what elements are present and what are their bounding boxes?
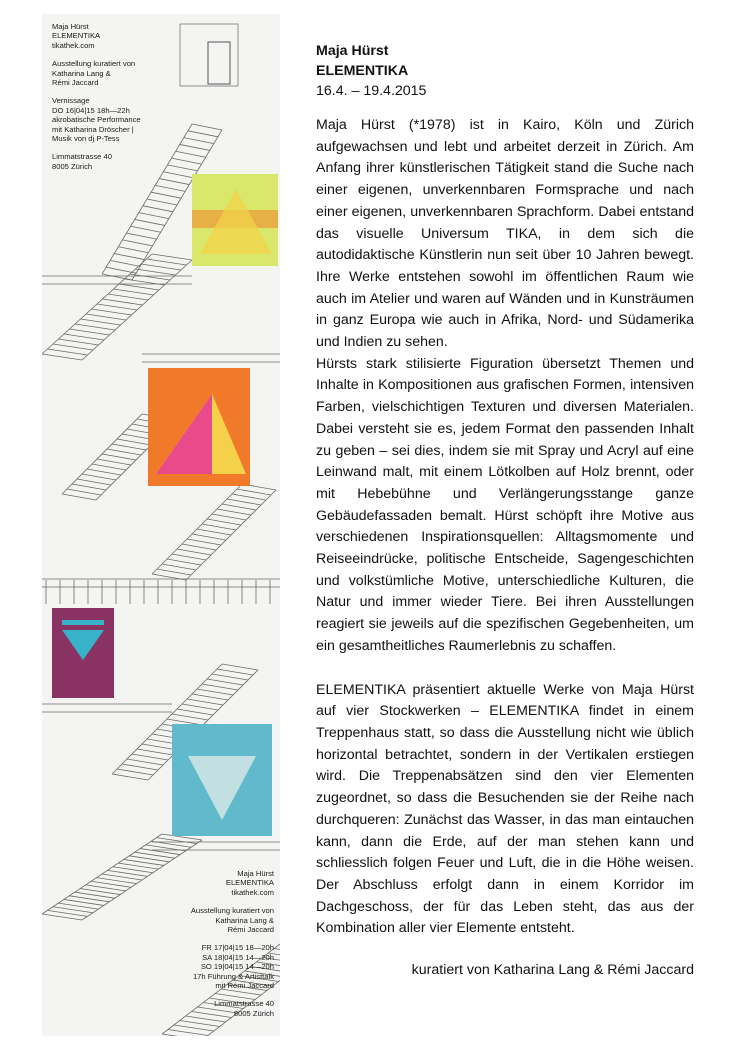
- poster-top-line: Vernissage: [52, 96, 90, 106]
- poster-bottom-line: tikathek.com: [231, 887, 274, 897]
- poster-top-line: Limmatstrasse 40: [52, 152, 112, 162]
- artwork-water: [172, 724, 272, 836]
- artwork-air: [192, 174, 278, 266]
- poster-top-line: Katharina Lang &: [52, 68, 111, 78]
- poster-bottom-line: mit Rémi Jaccard: [215, 981, 274, 991]
- artist-name: Maja Hürst: [316, 43, 389, 59]
- poster-top-line: tikathek.com: [52, 40, 95, 50]
- practice-paragraph: Hürsts stark stilisierte Figuration übersetzt Themen und Inhalte in Kompositionen aus grafischen Formen, intensiven Farben, vielschichtigen Texturen und diversen Materialen. Dabei versteht sie es, jedem Format den passenden Inhalt zu geben – sei dies, indem sie mit Spray und Acryl auf eine Leinwand malt, mit einem Lötkolben auf Holz brennt, oder mit Hebebühne und Verlängerungsstange ganze Gebäudefassaden bemalt. Hürst schöpft ihre Motive aus verschiedenen Inspirationsquellen: Alltagsmomente und Reiseeindrücke, politische Entscheide, Sagengeschichten und volkstümliche Motive, unterschiedliche Kulturen, die Natur und immer wieder Tiere. Bei ihren Ausstellungen reagiert sie jeweils auf die spezifischen Gegebenheiten, um ein gesamtheitliches Raumerlebnis zu schaffen.: [316, 355, 694, 654]
- poster-illustration: [42, 14, 280, 1036]
- poster-bottom-line: 17h Führung & Artisttalk: [192, 971, 274, 981]
- poster-bottom-line: SO 19|04|15 14—20h: [200, 962, 274, 972]
- article: [316, 41, 694, 940]
- curator-credit: kuratiert von Katharina Lang & Rémi Jaccard: [411, 962, 694, 978]
- poster-bottom-line: Katharina Lang &: [215, 915, 274, 925]
- poster-top-line: Rémi Jaccard: [52, 78, 99, 88]
- artwork-fire: [148, 368, 250, 486]
- poster-bottom-line: FR 17|04|15 18—20h: [201, 943, 274, 953]
- poster-top-line: mit Katharina Dröscher |: [52, 124, 134, 134]
- exhibition-title: ELEMENTIKA: [316, 63, 409, 79]
- poster-bottom-line: Rémi Jaccard: [227, 925, 274, 935]
- poster-top-line: ELEMENTIKA: [52, 31, 101, 41]
- poster-bottom-line: SA 18|04|15 14—20h: [202, 952, 274, 962]
- poster-info-bottom: [191, 869, 274, 1018]
- poster-bottom-line: Ausstellung kuratiert von: [190, 906, 274, 916]
- poster-info-top: [52, 22, 141, 171]
- poster-top-line: 8005 Zürich: [52, 161, 93, 171]
- poster-top-line: Musik von dj P-Tess: [52, 134, 120, 144]
- poster-top-line: Maja Hürst: [52, 22, 89, 31]
- poster-top-line: Ausstellung kuratiert von: [52, 59, 136, 69]
- poster-bottom-line: Limmatstrasse 40: [214, 999, 274, 1009]
- poster-bottom-line: 8005 Zürich: [233, 1008, 274, 1018]
- poster-top-line: DO 16|04|15 18h—22h: [52, 105, 130, 115]
- poster-bottom-line: Maja Hürst: [237, 869, 274, 878]
- exhibition-dates: 16.4. – 19.4.2015: [316, 83, 427, 99]
- door-drawing: [208, 42, 230, 84]
- artwork-earth: [52, 608, 114, 698]
- poster-bottom-line: ELEMENTIKA: [225, 878, 274, 888]
- biography-paragraph: Maja Hürst (*1978) ist in Kairo, Köln und Zürich aufgewachsen und lebt und arbeitet derzeit in Zürich. Am Anfang ihrer künstlerischen Tätigkeit stand die Suche nach einer eigenen, unverkennbaren Formsprache und nach einer eigenen, unverkennbaren Sprachform. Dabei entstand das visuelle Universum TIKA, in dem sich die autodidaktische Künstlerin nun seit über 10 Jahren bewegt. Ihre Werke entstehen sowohl im öffentlichen Raum wie auch im Atelier und waren auf Wänden und in Kunsträumen in ganz Europa wie auch in Afrika, Nord- und Südamerika und Indien zu sehen.: [316, 117, 694, 351]
- exhibition-paragraph: ELEMENTIKA präsentiert aktuelle Werke von Maja Hürst auf vier Stockwerken – ELEMENTIKA findet in einem Treppenhaus statt, so dass die Ausstellung nicht wie üblich horizontal betrachtet, sondern in der Vertikalen erstiegen wird. Die Treppenabsätzen sind den vier Elementen zugeordnet, so dass die Besuchenden sie der Reihe nach durchqueren: Zunächst das Wasser, in das man eintauchen kann, dann die Erde, auf der man stehen kann und schliesslich folgen Feuer und Luft, die in die Höhe weisen. Der Abschluss erfolgt dann in einem Korridor im Dachgeschoss, der für das Leben steht, das aus der Kombination aller vier Elemente entsteht.: [316, 681, 694, 937]
- poster-top-line: akrobatische Performance: [52, 115, 141, 125]
